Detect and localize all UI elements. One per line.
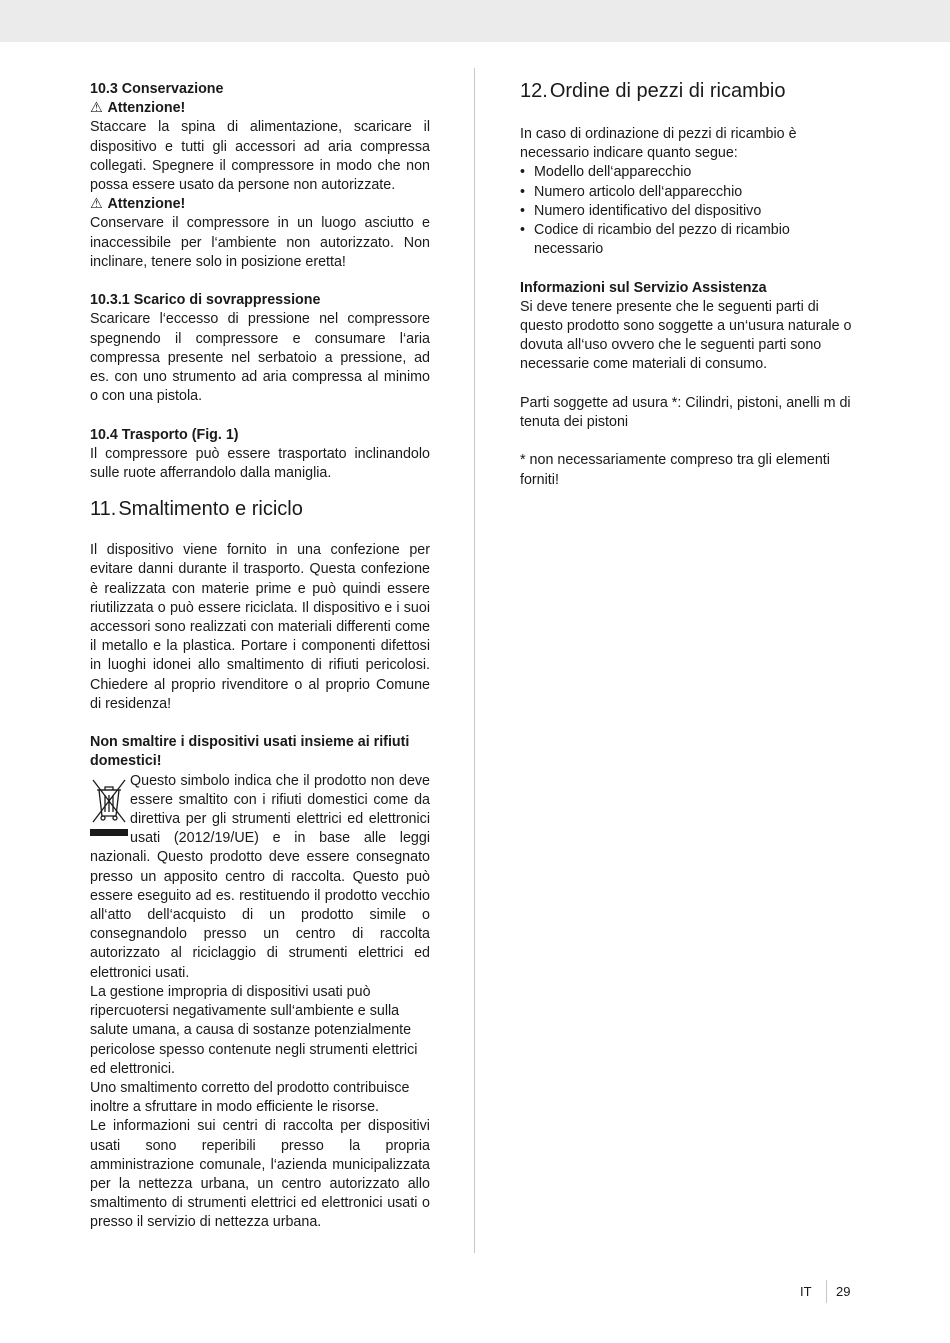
weee-paragraph-4: Le informazioni sui centri di raccolta per dispositivi usati sono reperibili presso la propria amministrazione comunale, l‘azienda municipalizzata per la nettezza urbana, un centro autorizzato allo smaltimento di strumenti elettrici ed elettronici usati o presso il servizio di nettezza urbana. xyxy=(90,1118,430,1231)
list-item: • Modello dell‘apparecchio xyxy=(520,163,860,182)
warning-triangle-icon: ⚠ xyxy=(90,100,103,117)
warning-2-text: Conservare il compressore in un luogo asciutto e inaccessibile per l‘ambiente non autorizzato. Non inclinare, tenere solo in posizione eretta! xyxy=(90,215,430,270)
section-12-heading: 12. Ordine di pezzi di ricambio xyxy=(520,80,786,102)
page-number: 29 xyxy=(836,1284,851,1299)
weee-heading: Non smaltire i dispositivi usati insieme ai rifiuti domestici! xyxy=(90,734,410,770)
footnote: * non necessariamente compreso tra gli elementi forniti! xyxy=(520,452,830,488)
warning-triangle-icon: ⚠ xyxy=(90,196,103,213)
section-10-3-1-text: Scaricare l‘eccesso di pressione nel compressore spegnendo il compressore e consumare l‘aria compressa presente nel serbatoio a pressione, ad es. con uno strumento ad aria compressa al minimo o con una pistola. xyxy=(90,311,430,405)
service-heading: Informazioni sul Servizio Assistenza xyxy=(520,279,767,296)
section-10-4-heading: 10.4 Trasporto (Fig. 1) xyxy=(90,426,239,443)
list-item: • Codice di ricambio del pezzo di ricambio necessario xyxy=(520,221,860,259)
right-column xyxy=(520,80,860,490)
spare-parts-list xyxy=(520,163,860,259)
weee-notice xyxy=(90,772,430,983)
section-11-text: Il dispositivo viene fornito in una confezione per evitare danni durante il trasporto. Questa confezione è realizzata con materie prime e può quindi essere riutilizzata o può essere riciclata. Il dispositivo e i suoi accessori sono realizzati con materiali differenti come il metallo e la plastica. Portare i componenti difettosi in luoghi idonei allo smaltimento di rifiuti pericolosi. Chiedere al proprio rivenditore o al proprio Comune di residenza! xyxy=(90,542,430,712)
weee-paragraph-3: Uno smaltimento corretto del prodotto contribuisce inoltre a sfruttare in modo efficiente le risorse. xyxy=(90,1079,410,1116)
warning-1-text: Staccare la spina di alimentazione, scaricare il dispositivo e tutti gli accessori ad aria compressa collegati. Spegnere il compressore in modo che non possa essere usato da persone non autorizzate. xyxy=(90,119,430,194)
section-10-3-1-heading: 10.3.1 Scarico di sovrappressione xyxy=(90,292,321,309)
left-column xyxy=(90,80,430,1233)
list-item: • Numero articolo dell‘apparecchio xyxy=(520,183,860,202)
footer-language: IT xyxy=(800,1284,812,1299)
weee-text: Questo simbolo indica che il prodotto non deve essere smaltito con i rifiuti domestici come da direttiva per gli strumenti elettrici ed elettronici usati (2012/19/UE) e in base alle leggi nazionali. Questo prodotto deve essere consegnato presso un apposito centro di raccolta. Questo può essere eseguito ad es. restituendo il prodotto vecchio all‘atto dell‘acquisto di un prodotto simile o consegnandolo presso un centro di raccolta autorizzato al riciclaggio di strumenti elettrici ed elettronici usati. xyxy=(90,772,430,981)
top-bar xyxy=(0,0,950,42)
spare-parts-intro: In caso di ordinazione di pezzi di ricambio è necessario indicare quanto segue: xyxy=(520,126,797,162)
wear-parts-text: Parti soggette ad usura *: Cilindri, pistoni, anelli m di tenuta dei pistoni xyxy=(520,394,851,431)
service-text: Si deve tenere presente che le seguenti parti di questo prodotto sono soggette a un‘usura naturale o dovuta all‘uso ovvero che le seguenti parti sono necessarie come materiali di consumo. xyxy=(520,298,852,373)
section-11-heading: 11. Smaltimento e riciclo xyxy=(90,498,303,521)
warning-2-heading: ⚠ Attenzione! xyxy=(90,195,430,214)
list-item: • Numero identificativo del dispositivo xyxy=(520,202,860,221)
footer-divider xyxy=(826,1280,827,1303)
crossed-out-wheelie-bin-icon xyxy=(90,776,128,838)
column-divider xyxy=(474,68,475,1253)
warning-1-heading: ⚠ Attenzione! xyxy=(90,99,430,118)
section-10-3-heading: 10.3 Conservazione xyxy=(90,81,224,97)
section-10-4-text: Il compressore può essere trasportato inclinandolo sulle ruote afferrandolo dalla maniglia. xyxy=(90,445,430,482)
weee-paragraph-2: La gestione impropria di dispositivi usati può ripercuotersi negativamente sull‘ambiente e sulla salute umana, a causa di sostanze potenzialmente pericolose spesso contenute negli strumenti elettrici ed elettronici. xyxy=(90,983,418,1077)
